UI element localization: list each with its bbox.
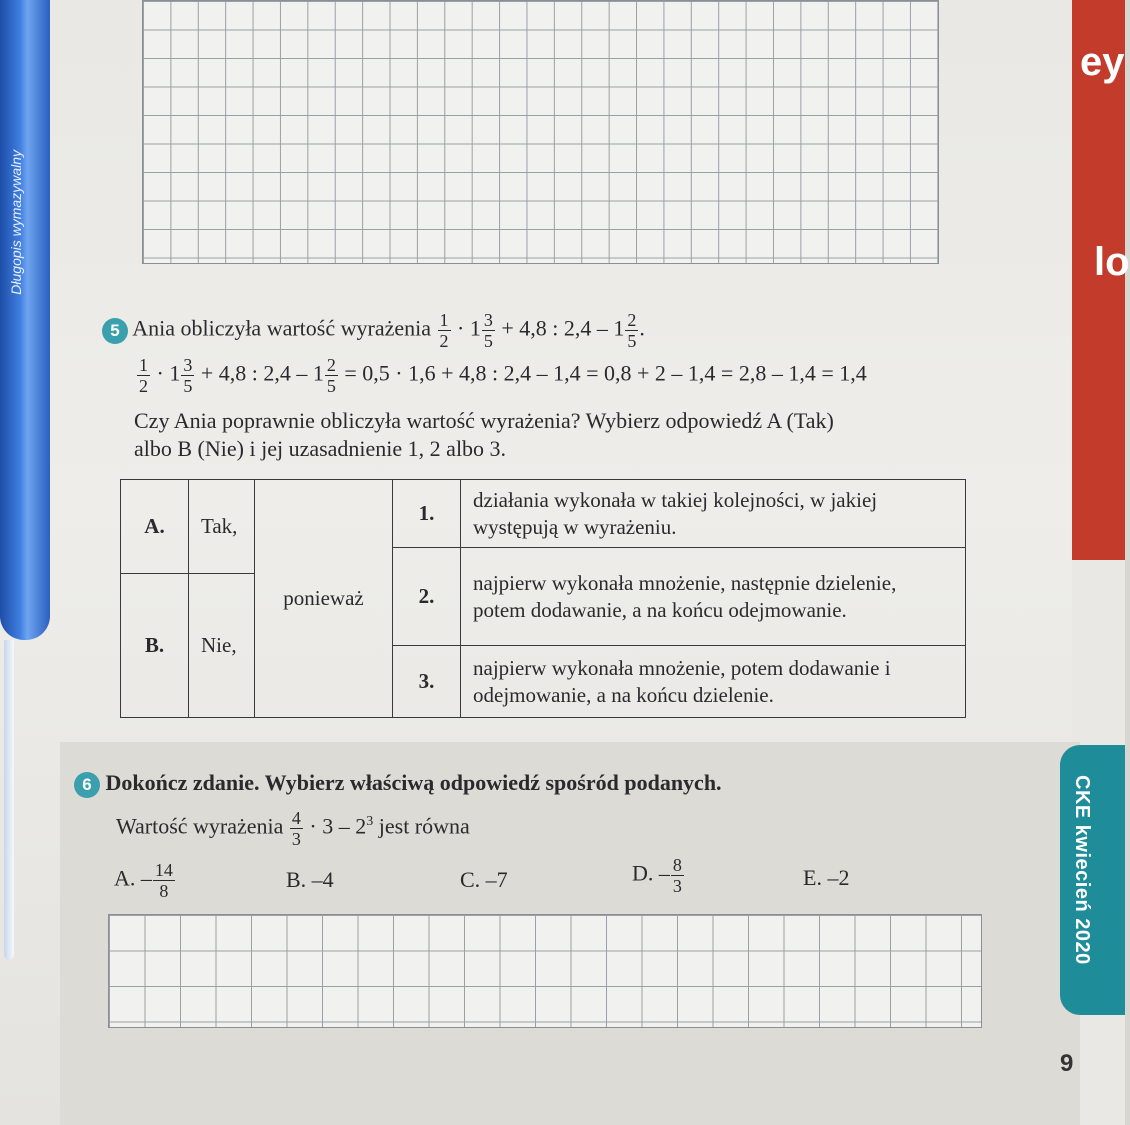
reason-1-number[interactable]: 1.: [393, 480, 461, 548]
option-e[interactable]: E. –2: [803, 865, 850, 890]
fraction: $\frac{1}{2}$: [139, 355, 148, 396]
option-c[interactable]: C. –7: [460, 867, 508, 892]
option-b[interactable]: B. –4: [286, 867, 334, 892]
exam-tab-label: CKE kwiecień 2020: [1071, 775, 1093, 965]
q5-intro: Ania obliczyła wartość wyrażenia: [132, 315, 431, 341]
fraction: $\frac{3}{5}$: [483, 310, 493, 351]
mixed-number-whole: 1: [469, 315, 481, 341]
fraction: $\frac{14}{8}$: [154, 860, 173, 901]
pen-tip: [4, 640, 14, 960]
calculation-steps: = 0,5 · 1,6 + 4,8 : 2,4 – 1,4 = 0,8 + 2 – 1,4 = 2,8 – 1,4 = 1,4: [344, 360, 867, 386]
q6-instruction: [74, 770, 722, 798]
pen: [0, 0, 50, 640]
q5-calculation: $\frac{1}{2}$ · 1 $\frac{3}{5}$ + 4,8 : 2,4 – 1 $\frac{2}{5}$ = 0,5 · 1,6 + 4,8 : 2,4 – 1,4 = 0,8 + 2 – 1,4 = 2,8 – 1,4 = 1,4: [139, 355, 867, 396]
q6-stem-end: jest równa: [378, 813, 470, 839]
pen-label: Długopis wymazywalny: [8, 150, 24, 295]
expression-tail: + 4,8 : 2,4 – 1: [501, 315, 625, 341]
q6-stem-start: Wartość wyrażenia: [116, 813, 284, 839]
q5-question-line-1: Czy Ania poprawnie obliczyła wartość wyrażenia? Wybierz odpowiedź A (Tak): [134, 408, 834, 433]
answer-grid-bottom: [108, 914, 982, 1028]
answer-a-letter[interactable]: A.: [121, 480, 189, 574]
answer-b-letter[interactable]: B.: [121, 574, 189, 718]
expression-tail: + 4,8 : 2,4 – 1: [200, 360, 324, 386]
connector-word: ponieważ: [255, 480, 393, 718]
reason-2-number[interactable]: 2.: [393, 548, 461, 646]
reason-2-text[interactable]: najpierw wykonała mnożenie, następnie dzielenie, potem dodawanie, a na końcu odejmowanie.: [461, 548, 966, 646]
answer-a-text[interactable]: Tak,: [189, 480, 255, 574]
fraction: $\frac{3}{5}$: [183, 355, 193, 396]
fraction: $\frac{1}{2}$: [439, 310, 449, 351]
reason-1-text[interactable]: działania wykonała w takiej kolejności, w jakiej występują w wyrażeniu.: [461, 480, 966, 548]
q6-stem-middle: · 3 – 2: [309, 813, 367, 839]
option-d[interactable]: D. – $\frac{8}{3}$: [632, 855, 682, 896]
q5-prompt: 5 Ania obliczyła wartość wyrażenia $\frac{1}{2}$ · 1 $\frac{3}{5}$ + 4,8 : 2,4 – 1 $\frac{2}{5}$ .: [102, 310, 645, 351]
cover-text-fragment: ey: [1080, 40, 1125, 84]
adjacent-book-cover: [1072, 0, 1130, 560]
fraction: $\frac{2}{5}$: [627, 310, 637, 351]
reason-3-number[interactable]: 3.: [393, 646, 461, 718]
exam-tab: [1060, 745, 1125, 1015]
exponent: 3: [366, 814, 374, 830]
q6-number-badge: 6: [74, 772, 100, 798]
reason-3-text[interactable]: najpierw wykonała mnożenie, potem dodawanie i odejmowanie, a na końcu dzielenie.: [461, 646, 966, 718]
fraction: $\frac{2}{5}$: [326, 355, 336, 396]
fraction: $\frac{4}{3}$: [291, 808, 301, 849]
cover-text-fragment: lo: [1094, 240, 1130, 284]
q6-stem: [116, 808, 470, 849]
mixed-number-whole: 1: [169, 360, 181, 386]
fraction: $\frac{8}{3}$: [672, 855, 682, 896]
option-a[interactable]: A. – $\frac{14}{8}$: [114, 860, 173, 901]
q6-instruction-text: Dokończ zdanie. Wybierz właściwą odpowiedź spośród podanych.: [105, 770, 722, 795]
page-number: 9: [1060, 1050, 1074, 1077]
answer-grid-top: [142, 0, 939, 264]
q5-question-line-2: albo B (Nie) i jej uzasadnienie 1, 2 albo 3.: [134, 436, 507, 461]
q5-number-badge: 5: [102, 318, 128, 344]
q5-answer-table: [120, 479, 966, 718]
answer-b-text[interactable]: Nie,: [189, 574, 255, 718]
